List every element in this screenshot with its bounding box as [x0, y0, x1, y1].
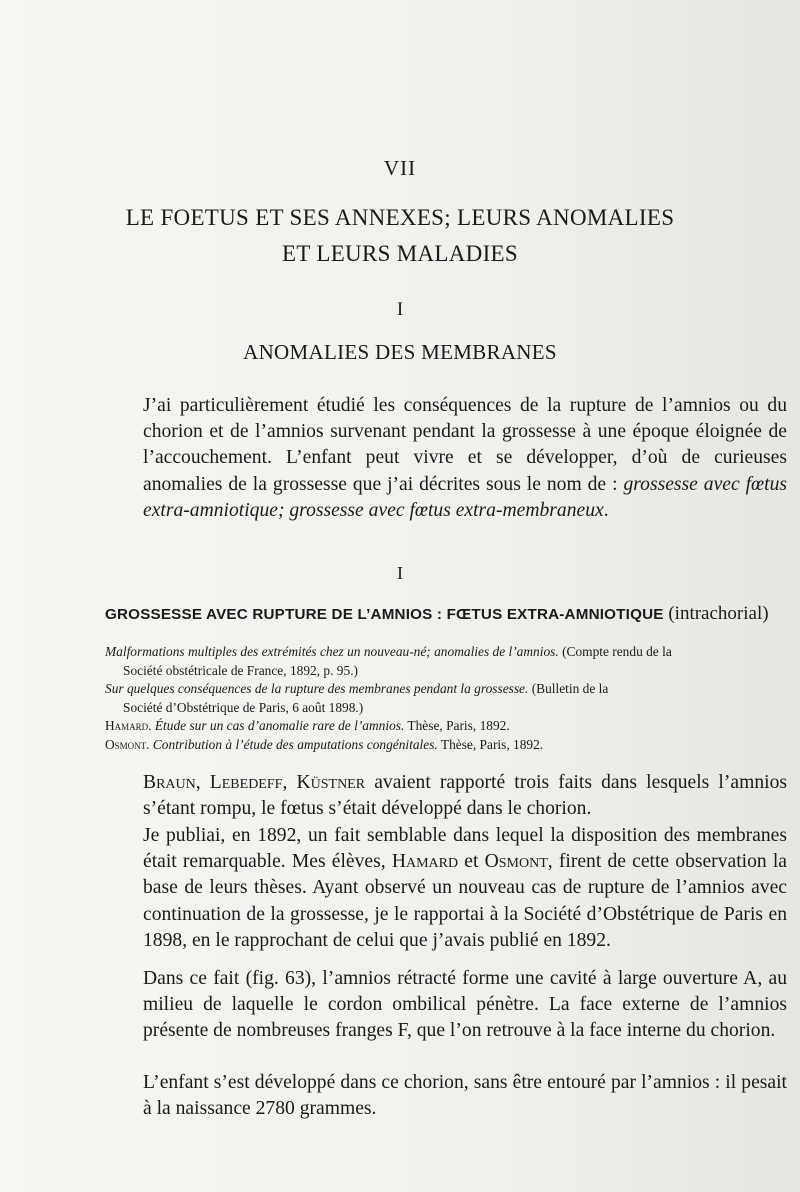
section-number: I: [396, 299, 404, 320]
reference-continuation: Société obstétricale de France, 1892, p. 95.): [123, 662, 359, 678]
paragraph-text: Je publiai, en 1892, un fait semblable dans lequel la disposition des membranes était remarquable. Mes élèves,: [143, 825, 787, 873]
paragraph-text: et: [458, 851, 485, 873]
reference-source: Thèse, Paris, 1892.: [437, 736, 544, 752]
intro-italic: grossesse avec fœtus extra-amniotique; grossesse avec fœtus extra-membraneux: [143, 473, 787, 521]
paragraph-text: , firent de cette observation la base de leurs thèses. Ayant observé un nouveau cas de rupture de l’amnios avec continuation de la grossesse, je le rapportai à la Société d’Obstétrique de Paris en 1898, en le rapprochant de celui que j’avais publié en 1892.: [143, 851, 788, 951]
author-name: Lebedeff: [209, 772, 283, 793]
reference-item: [105, 736, 755, 755]
separator: ,: [282, 772, 297, 793]
author-name: Küstner: [296, 772, 366, 793]
reference-item: [105, 680, 755, 717]
references-list: [105, 643, 755, 755]
body-paragraph-enfant: L’enfant s’est développé dans ce chorion, sans être entouré par l’amnios : il pesait à la naissance 2780 grammes.: [143, 1072, 787, 1120]
intro-text-b: .: [603, 499, 609, 521]
reference-source: (Compte rendu de la: [558, 644, 672, 659]
body-paragraph-publiai: [105, 823, 787, 954]
paragraph-text: avaient rapporté trois faits dans lesquels l’amnios s’étant rompu, le fœtus s’était développé dans le chorion.: [143, 772, 787, 820]
reference-title: Étude sur un cas d’anomalie rare de l’amnios.: [151, 718, 405, 734]
author-name: Braun: [143, 772, 196, 793]
reference-source: Thèse, Paris, 1892.: [404, 718, 510, 734]
reference-title: Sur quelques conséquences de la rupture des membranes pendant la grossesse.: [105, 681, 529, 697]
subsection-title-paren: (intrachorial): [663, 603, 769, 624]
chapter-number: VII: [383, 156, 417, 180]
intro-paragraph: [105, 393, 787, 524]
reference-continuation: Société d’Obstétrique de Paris, 6 août 1898.): [123, 699, 364, 715]
reference-title: Contribution à l’étude des amputations congénitales.: [149, 736, 438, 752]
chapter-title: [0, 200, 800, 272]
subsection-number: I: [397, 563, 403, 583]
author-name: Osmont: [484, 851, 548, 873]
chapter-title-line-2: ET LEURS MALADIES: [282, 241, 518, 266]
reference-title: Malformations multiples des extrémités chez un nouveau-né; anomalies de l’amnios.: [105, 644, 559, 659]
intro-text-a: J’ai particulièrement étudié les conséquences de la rupture de l’amnios ou du chorion et de l’amnios survenant pendant la grossesse à une époque éloignée de l’accouchement. L’enfant peut vivre et se développer, d’où de curieuses anomalies de la grossesse que j’ai décrites sous le nom de :: [143, 395, 787, 495]
reference-author: Hamard.: [105, 718, 152, 734]
reference-source: (Bulletin de la: [528, 681, 609, 697]
subsection-title: [105, 603, 769, 625]
subsection-title-bold: GROSSESSE AVEC RUPTURE DE L’AMNIOS : FŒTUS EXTRA-AMNIOTIQUE: [105, 606, 664, 623]
section-title: ANOMALIES DES MEMBRANES: [243, 340, 557, 364]
separator: ,: [195, 772, 210, 793]
chapter-title-line-1: LE FOETUS ET SES ANNEXES; LEURS ANOMALIES: [125, 205, 675, 230]
body-paragraph-braun: [105, 770, 787, 822]
author-name: Hamard: [391, 851, 459, 873]
reference-item: [105, 717, 755, 736]
body-paragraph-fait: Dans ce fait (fig. 63), l’amnios rétracté forme une cavité à large ouverture A, au milieu de laquelle le cordon ombilical pénètre. La face externe de l’amnios présente de nombreuses franges F, que l’on retrouve à la face interne du chorion.: [143, 968, 787, 1042]
reference-item: [105, 643, 755, 680]
reference-author: Osmont.: [105, 736, 150, 752]
